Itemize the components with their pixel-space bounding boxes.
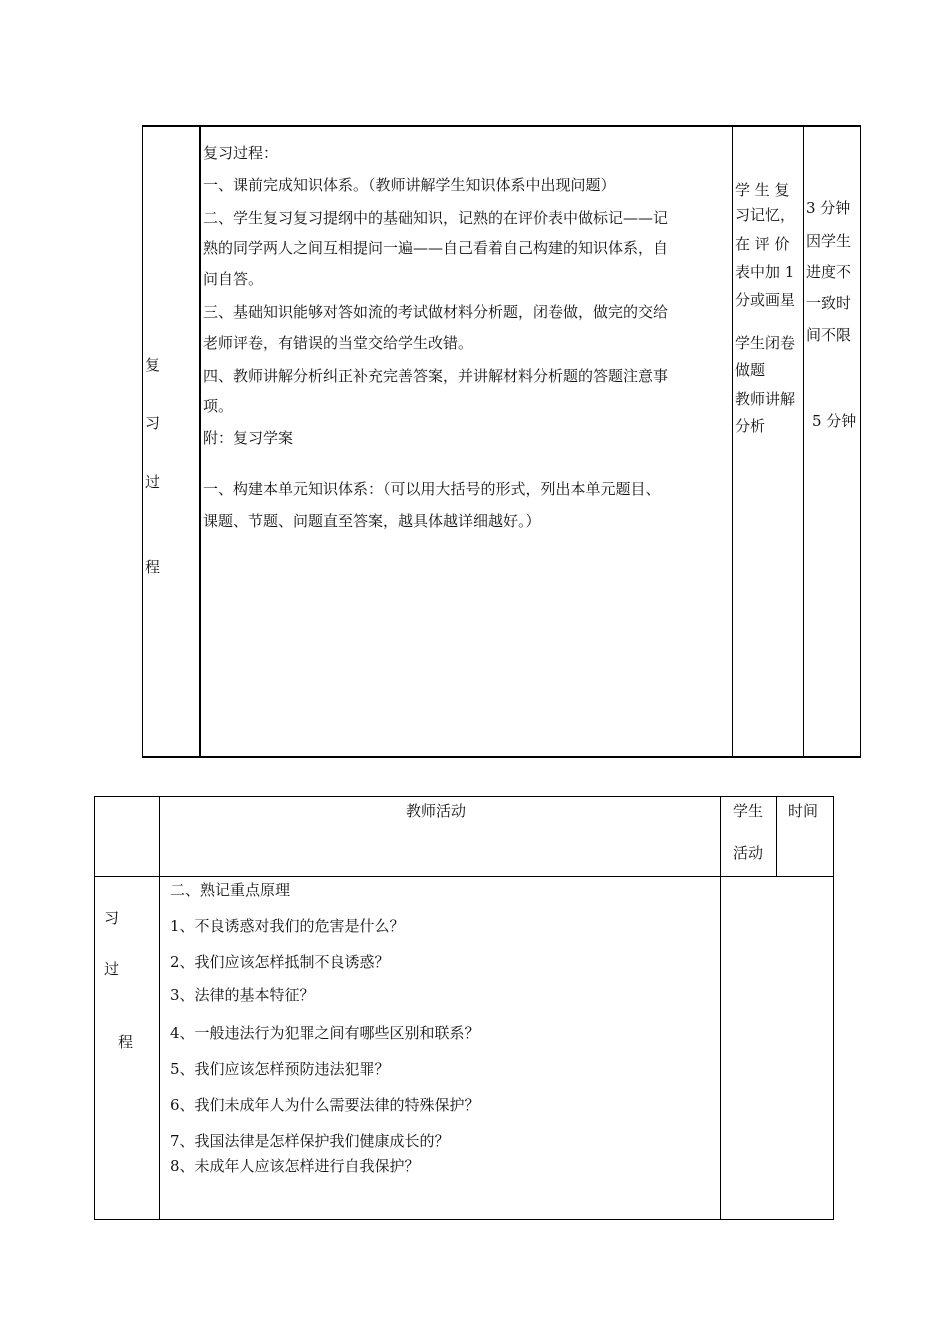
content-line: 四、教师讲解分析纠正补充完善答案，并讲解材料分析题的答题注意事 [203, 367, 669, 385]
student-activity-line: 习记忆， [735, 206, 796, 224]
principle-item: 4、一般违法行为犯罪之间有哪些区别和联系？ [170, 1024, 480, 1042]
section-char: 习 [104, 909, 120, 927]
table2-divider-1 [159, 796, 160, 1220]
table1-divider-2 [732, 125, 733, 758]
content-line: 项。 [203, 397, 234, 415]
header-student-activity: 活动 [733, 844, 764, 862]
principle-item: 5、我们应该怎样预防违法犯罪？ [170, 1060, 390, 1078]
section-char: 复 [145, 356, 161, 374]
time-line: 间不限 [806, 326, 852, 344]
content-line: 附：复习学案 [203, 429, 294, 447]
table1-divider-3 [803, 125, 804, 758]
time-line: 3 分钟 [806, 199, 851, 217]
student-activity-line: 做题 [735, 361, 766, 379]
principle-item: 7、我国法律是怎样保护我们健康成长的？ [170, 1132, 450, 1150]
content-line: 老师评卷，有错误的当堂交给学生改错。 [203, 334, 474, 352]
time-line: 5 分钟 [812, 412, 857, 430]
section-char: 程 [118, 1033, 134, 1051]
section-char: 习 [145, 414, 161, 432]
table2-divider-2 [720, 796, 721, 1220]
content-line: 熟的同学两人之间互相提问一遍——自己看着自己构建的知识体系，自 [203, 239, 669, 257]
header-time: 时间 [788, 802, 819, 820]
content-line: 问自答。 [203, 270, 264, 288]
principle-item: 二、熟记重点原理 [170, 881, 291, 899]
principle-item: 6、我们未成年人为什么需要法律的特殊保护？ [170, 1096, 480, 1114]
principle-item: 1、不良诱惑对我们的危害是什么？ [170, 917, 405, 935]
content-line: 三、基础知识能够对答如流的考试做材料分析题，闭卷做，做完的交给 [203, 303, 669, 321]
student-activity-line: 学 生 复 [735, 181, 790, 199]
content-line: 复习过程： [203, 144, 279, 162]
section-char: 程 [145, 558, 161, 576]
table1-divider-1b [199, 125, 201, 758]
principle-item: 2、我们应该怎样抵制不良诱惑？ [170, 953, 390, 971]
student-activity-line: 表中加 1 [735, 263, 795, 281]
content-line: 课题、节题、问题直至答案，越具体越详细越好。） [203, 512, 541, 530]
header-student-activity: 学生 [733, 802, 764, 820]
table2-header-rule [94, 876, 834, 877]
time-line: 因学生 [806, 232, 852, 250]
table2-divider-3 [776, 796, 777, 876]
student-activity-line: 学生闭卷 [735, 334, 796, 352]
student-activity-line: 分析 [735, 417, 766, 435]
student-activity-line: 在 评 价 [735, 235, 790, 253]
header-teacher-activity: 教师活动 [406, 802, 467, 820]
time-line: 进度不 [806, 263, 852, 281]
content-line: 一、课前完成知识体系。（教师讲解学生知识体系中出现问题） [203, 176, 616, 194]
content-line: 一、构建本单元知识体系：（可以用大括号的形式，列出本单元题目、 [203, 480, 661, 498]
time-line: 一致时 [806, 294, 852, 312]
principle-item: 8、未成年人应该怎样进行自我保护？ [170, 1157, 420, 1175]
content-line: 二、学生复习复习提纲中的基础知识，记熟的在评价表中做标记——记 [203, 209, 669, 227]
section-char: 过 [104, 960, 120, 978]
section-char: 过 [145, 473, 161, 491]
student-activity-line: 教师讲解 [735, 390, 796, 408]
principle-item: 3、法律的基本特征？ [170, 986, 315, 1004]
student-activity-line: 分或画星 [735, 291, 796, 309]
